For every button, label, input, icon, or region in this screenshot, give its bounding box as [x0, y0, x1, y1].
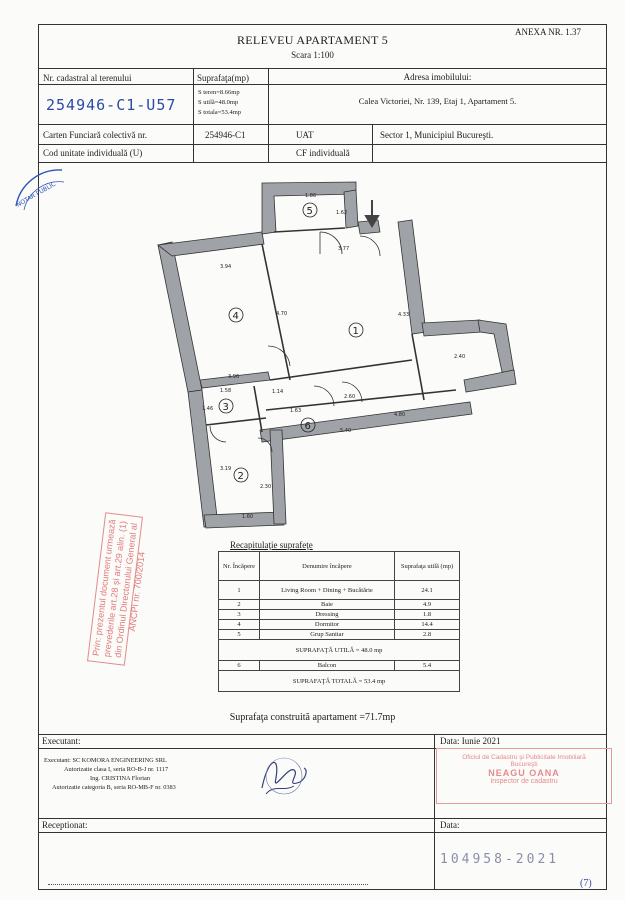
table-row [219, 671, 460, 692]
dimension-label: 5.40 [340, 428, 352, 434]
signature-line [48, 884, 368, 885]
table-row [219, 620, 460, 630]
dimension-label: 1.62 [336, 210, 348, 216]
ocpi-stamp [436, 748, 612, 804]
column-header: Nr. Încăpere [219, 552, 260, 581]
ocpi-line1: Oficiul de Cadastru şi Publicitate Imobiliară [462, 754, 586, 761]
surface-total: S totala=53.4mp [198, 109, 242, 116]
executant-line: Autorizatie clasa I, seria RO-B-J nr. 1117 [64, 766, 169, 773]
executant-line: Autorizatie categoria B, seria RO-MB-F nr. 0383 [52, 784, 176, 791]
recap-table [218, 551, 460, 692]
dimension-label: 1.60 [242, 514, 254, 520]
table-row [219, 581, 460, 600]
recap-title: Recapitulaţie suprafeţe [230, 540, 313, 550]
executant-line: Executant: SC KOMORA ENGINEERING SRL [44, 757, 167, 764]
cell-area: 2.8 [395, 630, 460, 640]
cell-nr: 1 [219, 581, 260, 600]
dimension-label: 1.58 [220, 388, 232, 394]
cell-area: 4.9 [395, 600, 460, 610]
address-label: Adresa imobilului: [403, 72, 472, 82]
cell-area: 1.8 [395, 610, 460, 620]
useful-total: SUPRAFAŢĂ UTILĂ = 48.0 mp [219, 640, 460, 661]
uat-value: Sector 1, Municipiul Bucureşti. [380, 130, 494, 140]
annex-label: ANEXA NR. 1.37 [515, 27, 582, 37]
room-number: 2 [237, 471, 244, 482]
cf-individual-label: CF individuală [296, 148, 350, 158]
surface-label: Suprafaţa(mp) [197, 73, 249, 83]
cell-nr: 4 [219, 620, 260, 630]
dimension-label: 1.14 [272, 389, 284, 395]
ocpi-line2: Bucureşti [510, 761, 538, 768]
table-header-row [219, 552, 460, 581]
round-stamp-text: NOTAR PUBLIC [15, 180, 58, 209]
dimension-label: 1.63 [290, 408, 302, 414]
registration-number: 104958-2021 [440, 852, 560, 867]
page-title: RELEVEU APARTAMENT 5 [237, 33, 388, 47]
cell-name: Grup Sanitar [260, 630, 395, 640]
ocpi-role: Inspector de cadastru [490, 778, 558, 785]
dimension-label: 2.30 [260, 484, 272, 490]
table-row [219, 661, 460, 671]
dimension-label: 4.80 [394, 412, 406, 418]
legal-stamp: Prin: prezentul document urmează prevederile art.28 și art.29 alin. (1) din Ordinul Directorului General al ANCPI nr. 700/2014 [87, 512, 143, 666]
executant-label: Executant: [42, 736, 81, 746]
cell-name: Dressing [260, 610, 395, 620]
footer-line [434, 734, 435, 890]
table-row [219, 640, 460, 661]
table-row [219, 630, 460, 640]
surface-land: S teren=8.66mp [198, 89, 240, 96]
dimension-label: 1.86 [305, 193, 317, 199]
dimension-label: 3.94 [220, 264, 232, 270]
date2-label: Data: [440, 820, 460, 830]
dimension-label: 3.19 [220, 466, 232, 472]
dimension-label: 4.33 [398, 312, 410, 318]
unit-label: Cod unitate individuală (U) [43, 148, 143, 158]
cell-area: 24.1 [395, 581, 460, 600]
table-row [219, 600, 460, 610]
dimension-label: 1.46 [202, 406, 214, 412]
cell-area: 14.4 [395, 620, 460, 630]
date-label: Data: Iunie 2021 [440, 736, 501, 746]
surface-useful: S utilă=48.0mp [198, 99, 239, 106]
round-stamp [10, 160, 70, 220]
scale-label: Scara 1:100 [291, 50, 334, 60]
dimension-label: 2.40 [454, 354, 466, 360]
dimension-label: 4.70 [276, 311, 288, 317]
cf-collective-value: 254946-C1 [205, 130, 246, 140]
cell-name: Balcon [260, 661, 395, 671]
footer-line [38, 832, 607, 833]
dimension-label: 3.77 [338, 246, 350, 252]
cell-name: Dormitor [260, 620, 395, 630]
cell-nr: 6 [219, 661, 260, 671]
grand-total: SUPRAFAŢĂ TOTALĂ = 53.4 mp [219, 671, 460, 692]
uat-label: UAT [296, 130, 314, 140]
cadastral-value: 254946-C1-U57 [46, 96, 177, 114]
room-number: 1 [352, 326, 359, 337]
page-mark: (7) [580, 878, 592, 889]
column-header: Denumire încăpere [260, 552, 395, 581]
cell-name: Living Room + Dining + Bucătărie [260, 581, 395, 600]
cell-nr: 2 [219, 600, 260, 610]
room-number: 5 [306, 206, 313, 217]
room-number: 3 [222, 402, 229, 413]
dimension-label: 3.96 [228, 374, 240, 380]
column-header: Suprafaţa utilă (mp) [395, 552, 460, 581]
executant-line: Ing. CRISTINA Florian [90, 775, 150, 782]
receptionat-label: Receptionat: [42, 820, 88, 830]
cell-area: 5.4 [395, 661, 460, 671]
cell-name: Baie [260, 600, 395, 610]
room-number: 4 [232, 311, 239, 322]
footer-line [38, 734, 607, 735]
room-number: 6 [304, 421, 311, 432]
footer-line [38, 818, 607, 819]
table-row [219, 610, 460, 620]
ocpi-name: NEAGU OANA [488, 768, 560, 778]
built-area: Suprafaţa construită apartament =71.7mp [229, 712, 396, 723]
cf-collective-label: Carten Funciară colectivă nr. [43, 130, 147, 140]
address-value: Calea Victoriei, Nr. 139, Etaj 1, Apartament 5. [358, 96, 517, 106]
signature [254, 748, 314, 804]
cadastral-label: Nr. cadastral al terenului [43, 73, 132, 83]
cell-nr: 3 [219, 610, 260, 620]
dimension-label: 2.60 [344, 394, 356, 400]
cell-nr: 5 [219, 630, 260, 640]
